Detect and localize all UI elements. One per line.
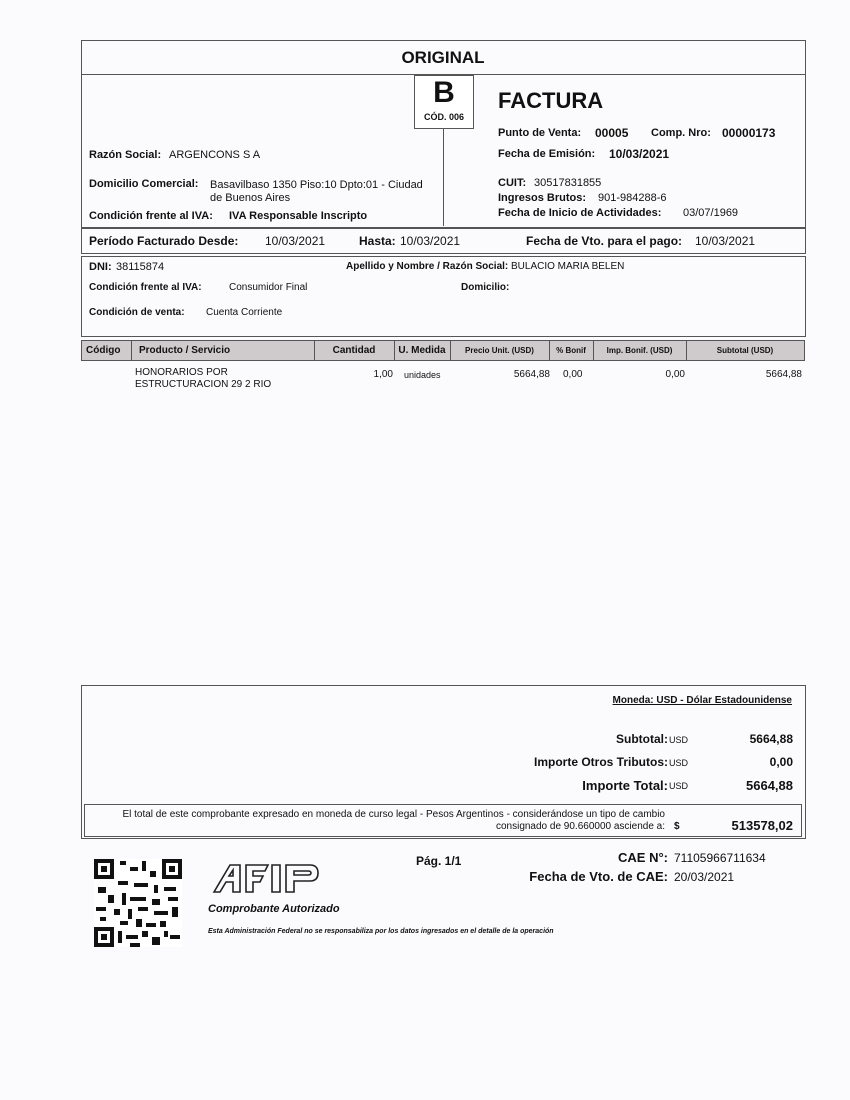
customer-dni-label: DNI: <box>89 261 112 273</box>
table-col-divider <box>131 340 132 361</box>
start-value: 03/07/1969 <box>683 207 739 219</box>
period-from-label: Período Facturado Desde: <box>89 234 239 248</box>
page-number: Pág. 1/1 <box>416 854 462 868</box>
cae-due-label: Fecha de Vto. de CAE: <box>529 869 668 884</box>
other-taxes-currency: USD <box>669 758 689 768</box>
row-bonif-pct: 0,00 <box>563 369 583 380</box>
period-due-value: 10/03/2021 <box>695 234 756 248</box>
cae-due-value: 20/03/2021 <box>674 870 735 884</box>
header-center-divider <box>443 127 444 226</box>
issue-value: 10/03/2021 <box>609 147 670 161</box>
issuer-address-line2: de Buenos Aires <box>210 192 291 204</box>
ib-value: 901-984288-6 <box>598 192 667 204</box>
issuer-iva-label: Condición frente al IVA: <box>89 210 213 222</box>
row-subtotal: 5664,88 <box>765 369 802 380</box>
qr-code <box>94 859 182 947</box>
authorized-label: Comprobante Autorizado <box>208 903 340 915</box>
legal-text-line1: El total de este comprobante expresado en moneda de curso legal - Pesos Argentinos - considerándose un tipo de cambio <box>122 809 665 820</box>
invoice-type-letter: B <box>433 76 455 109</box>
legal-currency: $ <box>674 821 680 832</box>
col-header-product: Producto / Servicio <box>139 345 231 356</box>
issue-label: Fecha de Emisión: <box>498 148 596 160</box>
row-price: 5664,88 <box>513 369 550 380</box>
subtotal-value: 5664,88 <box>749 732 793 746</box>
row-product-line1: HONORARIOS POR <box>135 367 228 378</box>
customer-dni-value: 38115874 <box>116 261 165 273</box>
customer-name-label: Apellido y Nombre / Razón Social: <box>346 261 509 272</box>
period-due-label: Fecha de Vto. para el pago: <box>526 234 683 248</box>
pv-label: Punto de Venta: <box>498 127 582 139</box>
comp-label: Comp. Nro: <box>651 127 711 139</box>
col-header-unit: U. Medida <box>398 345 446 356</box>
customer-sale-label: Condición de venta: <box>89 307 185 318</box>
total-currency: USD <box>669 781 689 791</box>
doc-type: FACTURA <box>498 88 604 113</box>
issuer-iva-value: IVA Responsable Inscripto <box>229 210 368 222</box>
legal-value: 513578,02 <box>731 818 793 833</box>
row-product-line2: ESTRUCTURACION 29 2 RIO <box>135 379 272 390</box>
subtotal-label: Subtotal: <box>616 732 668 746</box>
customer-address-label: Domicilio: <box>461 282 510 293</box>
total-value: 5664,88 <box>746 778 793 793</box>
start-label: Fecha de Inicio de Actividades: <box>498 207 662 219</box>
col-header-price: Precio Unit. (USD) <box>465 346 534 355</box>
other-taxes-value: 0,00 <box>769 755 793 769</box>
afip-logo-graphic <box>210 862 322 894</box>
issuer-address-line1: Basavilbaso 1350 Piso:10 Dpto:01 - Ciudad <box>210 179 423 191</box>
customer-sale-value: Cuenta Corriente <box>206 307 283 318</box>
customer-iva-value: Consumidor Final <box>229 282 308 293</box>
copy-label: ORIGINAL <box>401 48 485 67</box>
total-label: Importe Total: <box>582 778 668 793</box>
invoice-type-code: CÓD. 006 <box>423 112 465 122</box>
comp-value: 00000173 <box>722 126 776 140</box>
row-qty: 1,00 <box>373 369 393 380</box>
issuer-name-label: Razón Social: <box>89 149 162 161</box>
other-taxes-label: Importe Otros Tributos: <box>533 755 668 769</box>
cuit-label: CUIT: <box>498 177 527 189</box>
issuer-address-label: Domicilio Comercial: <box>89 178 199 190</box>
col-header-bonif-amt: Imp. Bonif. (USD) <box>606 346 673 355</box>
legal-text-line2: consignado de 90.660000 asciende a: <box>495 821 665 832</box>
subtotal-currency: USD <box>669 735 689 745</box>
ib-label: Ingresos Brutos: <box>498 192 587 204</box>
cuit-value: 30517831855 <box>534 177 602 189</box>
disclaimer: Esta Administración Federal no se responsabiliza por los datos ingresados en el detalle de la operación <box>208 928 554 935</box>
currency-label: Moneda: USD - Dólar Estadounidense <box>612 695 792 706</box>
period-to-label: Hasta: <box>359 234 396 248</box>
customer-name-value: BULACIO MARIA BELEN <box>511 261 625 272</box>
afip-logo <box>210 862 322 894</box>
period-from-value: 10/03/2021 <box>265 234 326 248</box>
col-header-code: Código <box>86 345 121 356</box>
customer-iva-label: Condición frente al IVA: <box>89 282 202 293</box>
row-unit: unidades <box>404 370 441 380</box>
cae-label: CAE N°: <box>618 850 668 865</box>
col-header-qty: Cantidad <box>332 345 376 356</box>
col-header-bonif-pct: % Bonif <box>556 346 586 355</box>
pv-value: 00005 <box>595 126 629 140</box>
row-bonif-amt: 0,00 <box>665 369 685 380</box>
col-header-subtotal: Subtotal (USD) <box>716 346 774 355</box>
cae-value: 71105966711634 <box>674 851 766 865</box>
period-to-value: 10/03/2021 <box>400 234 461 248</box>
issuer-name-value: ARGENCONS S A <box>169 149 261 161</box>
